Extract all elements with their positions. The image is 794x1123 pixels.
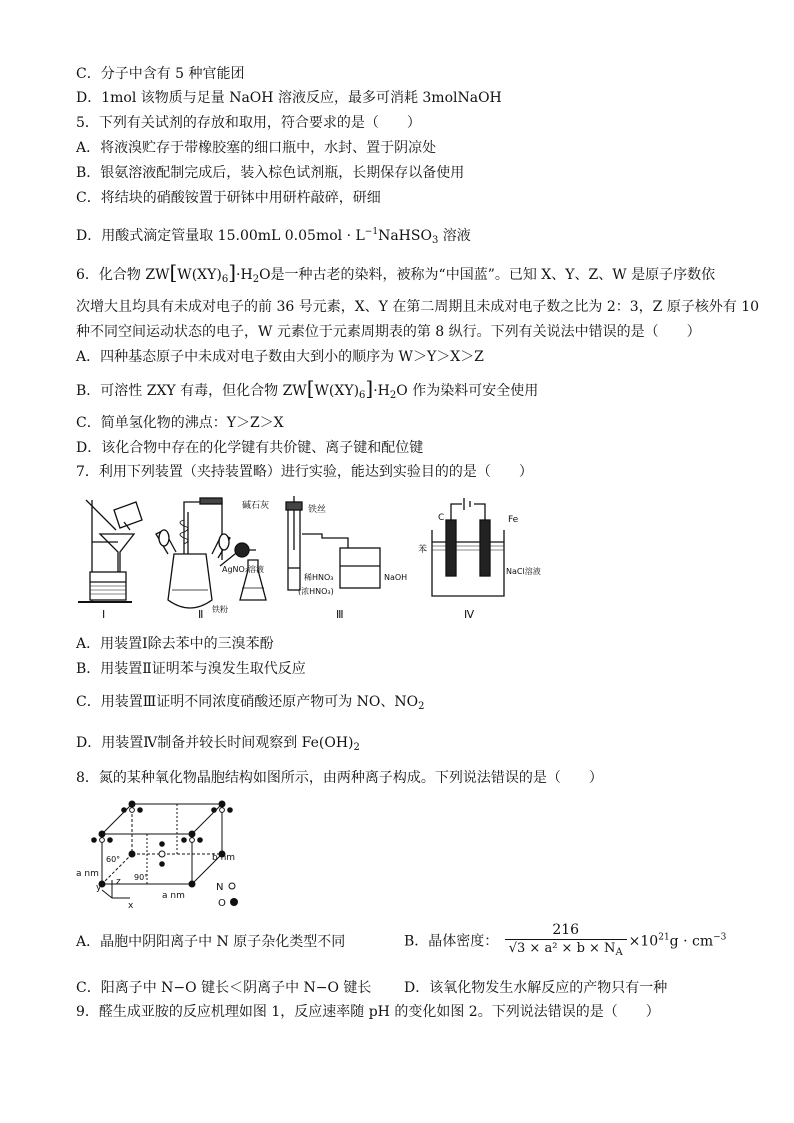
axis-z: z	[116, 877, 121, 887]
q6-option-c: C．简单氢化物的沸点：Y＞Z＞X	[76, 415, 284, 431]
q6-option-b-sub2: 2	[389, 390, 397, 401]
density-exponent: 21	[658, 932, 670, 943]
q6-formula-xy: (XY)	[191, 267, 222, 283]
q4-option-d: D．1mol 该物质与足量 NaOH 溶液反应，最多可消耗 3molNaOH	[76, 90, 502, 106]
q6-option-b-xy: (XY)	[328, 383, 360, 399]
q6-option-b: B．可溶性 ZXY 有毒，但化合物 $ZW[W(XY)_6]\cdot H_2O$ 作为染料可安全使用	[76, 376, 539, 401]
q7-option-d-formula: (OH)	[318, 735, 354, 751]
q7-option-d	[76, 733, 360, 758]
apparatus-1	[78, 500, 142, 602]
angle-90: 90°	[134, 873, 149, 882]
q6-formula-sub6: 6	[221, 274, 229, 285]
q5-option-b: B．银氨溶液配制完成后，装入棕色试剂瓶，长期保存以备使用	[76, 165, 465, 181]
benzene-label: 苯	[418, 545, 428, 555]
q5-stem: 5．下列有关试剂的存放和取用，符合要求的是（ ）	[76, 115, 421, 131]
q8-option-d: D．该氧化物发生水解反应的产物只有一种	[404, 980, 668, 996]
q7-apparatus-svg	[72, 490, 548, 624]
q5-option-c: C．将结块的硝酸铵置于研钵中用研杵敲碎，研细	[76, 190, 381, 206]
label-apparatus-1: Ⅰ	[102, 608, 106, 621]
q6-stem-line2: 次增大且均具有未成对电子的前 36 号元素，X、Y 在第二周期且未成对电子数之比为 2：3，Z 原子核外有 10	[76, 299, 760, 315]
q6-option-a: A．四种基态原子中未成对电子数由大到小的顺序为 W＞Y＞X＞Z	[76, 349, 484, 365]
label-apparatus-3: Ⅲ	[336, 608, 344, 621]
q6-stem-pre: 6．化合物 ZW	[76, 267, 170, 283]
soda-lime-label: 碱石灰	[242, 501, 270, 511]
q8-option-b-label: B．晶体密度：	[404, 933, 499, 950]
electrode-c-label: C	[438, 513, 445, 523]
q7-apparatus-figure	[72, 490, 548, 624]
q6-formula-h: ·H	[236, 267, 253, 283]
iron-wire-label: 铁丝	[308, 505, 327, 515]
density-denominator	[505, 940, 627, 962]
iron-powder-label: 铁粉	[212, 605, 228, 614]
q8-crystal-figure	[72, 794, 248, 910]
q7-option-c	[76, 692, 425, 717]
density-fraction	[505, 921, 627, 962]
q6-option-b-w: W	[314, 383, 329, 399]
label-apparatus-4: Ⅳ	[464, 608, 475, 621]
electrode-fe-label: Fe	[508, 515, 519, 525]
q6-stem-line3: 种不同空间运动状态的电子，W 元素位于元素周期表的第 8 纵行。下列有关说法中错误的是（ ）	[76, 324, 701, 340]
q6-stem-line1: 6．化合物 $ZW[W(XY)_6]\cdot H_2O$是一种古老的染料，被称为“中国蓝”。已知 X、Y、Z、W 是原子序数依	[76, 260, 716, 285]
density-unit: g · cm	[669, 933, 714, 950]
q5-option-d-sub: 3	[431, 235, 439, 246]
legend-n: N	[216, 882, 224, 893]
axis-y: y	[96, 883, 102, 893]
label-apparatus-2: Ⅱ	[198, 608, 204, 621]
q6-option-b-post: O 作为染料可安全使用	[396, 383, 539, 399]
q7-option-d-sub: 2	[353, 742, 360, 753]
q5-option-d-text: D．用酸式滴定管量取 15.00mL 0.05mol · L	[76, 228, 365, 244]
q5-option-d	[76, 222, 471, 251]
q6-option-d: D．该化合物中存在的化学键有共价键、离子键和配位键	[76, 440, 424, 456]
q5-option-a: A．将液溴贮存于带橡胶塞的细口瓶中，水封、置于阴凉处	[76, 140, 437, 156]
q6-formula-w: W	[177, 267, 192, 283]
q7-option-a: A．用装置Ⅰ除去苯中的三溴苯酚	[76, 636, 274, 652]
q9-stem: 9．醛生成亚胺的反应机理如图 1，反应速率随 pH 的变化如图 2。下列说法错误的是（ ）	[76, 1004, 660, 1020]
q6-option-b-h: ·H	[373, 383, 390, 399]
q8-crystal-svg	[72, 794, 248, 910]
density-denominator-sub: A	[615, 947, 623, 958]
q7-option-d-text: D．用装置Ⅳ制备并较长时间观察到 Fe	[76, 735, 319, 751]
lattice-b: b nm	[212, 853, 236, 863]
q6-option-b-pre: B．可溶性 ZXY 有毒，但化合物 ZW	[76, 383, 307, 399]
q7-option-c-text: C．用装置Ⅲ证明不同浓度硝酸还原产物可为 NO、NO	[76, 694, 419, 710]
q7-option-b: B．用装置Ⅱ证明苯与溴发生取代反应	[76, 661, 306, 677]
q6-option-b-sub6: 6	[359, 390, 366, 401]
q8-option-c: C．阳离子中 N−O 键长＜阴离子中 N−O 键长	[76, 980, 372, 996]
q4-option-c: C．分子中含有 5 种官能团	[76, 66, 245, 82]
q6-formula-sub2: 2	[252, 274, 260, 285]
lattice-a-left: a nm	[76, 869, 99, 879]
axis-x: x	[128, 901, 134, 910]
q8-stem: 8．氮的某种氧化物晶胞结构如图所示，由两种离子构成。下列说法错误的是（ ）	[76, 770, 603, 786]
q6-stem-post: O是一种古老的染料，被称为“中国蓝”。已知 X、Y、Z、W 是原子序数依	[259, 267, 716, 283]
q5-option-d-sup: −1	[364, 227, 379, 237]
density-multiplier: ×10	[628, 933, 659, 950]
density-numerator: 216	[505, 921, 627, 940]
agno3-label: AgNO₃溶液	[222, 565, 265, 574]
q7-option-c-sub: 2	[418, 701, 425, 712]
density-unit-exponent: −3	[713, 932, 727, 943]
density-denominator-text: √3 × a² × b × N	[508, 941, 616, 956]
q7-stem: 7．利用下列装置（夹持装置略）进行实验，能达到实验目的的是（ ）	[76, 464, 533, 480]
angle-60: 60°	[106, 855, 121, 864]
q8-option-a: A．晶胞中阴阳离子中 N 原子杂化类型不同	[76, 934, 346, 950]
dilute-hno3-label: 稀HNO₃	[304, 573, 334, 582]
conc-hno3-label: (浓HNO₃)	[298, 587, 334, 596]
lattice-a-bottom: a nm	[162, 891, 185, 901]
naoh-label: NaOH	[384, 573, 408, 582]
q5-option-d-formula: NaHSO	[378, 228, 432, 244]
q8-option-b	[404, 921, 726, 962]
nacl-label: NaCl溶液	[506, 567, 541, 576]
legend-o: O	[218, 898, 226, 909]
q5-option-d-tail: 溶液	[438, 228, 471, 244]
